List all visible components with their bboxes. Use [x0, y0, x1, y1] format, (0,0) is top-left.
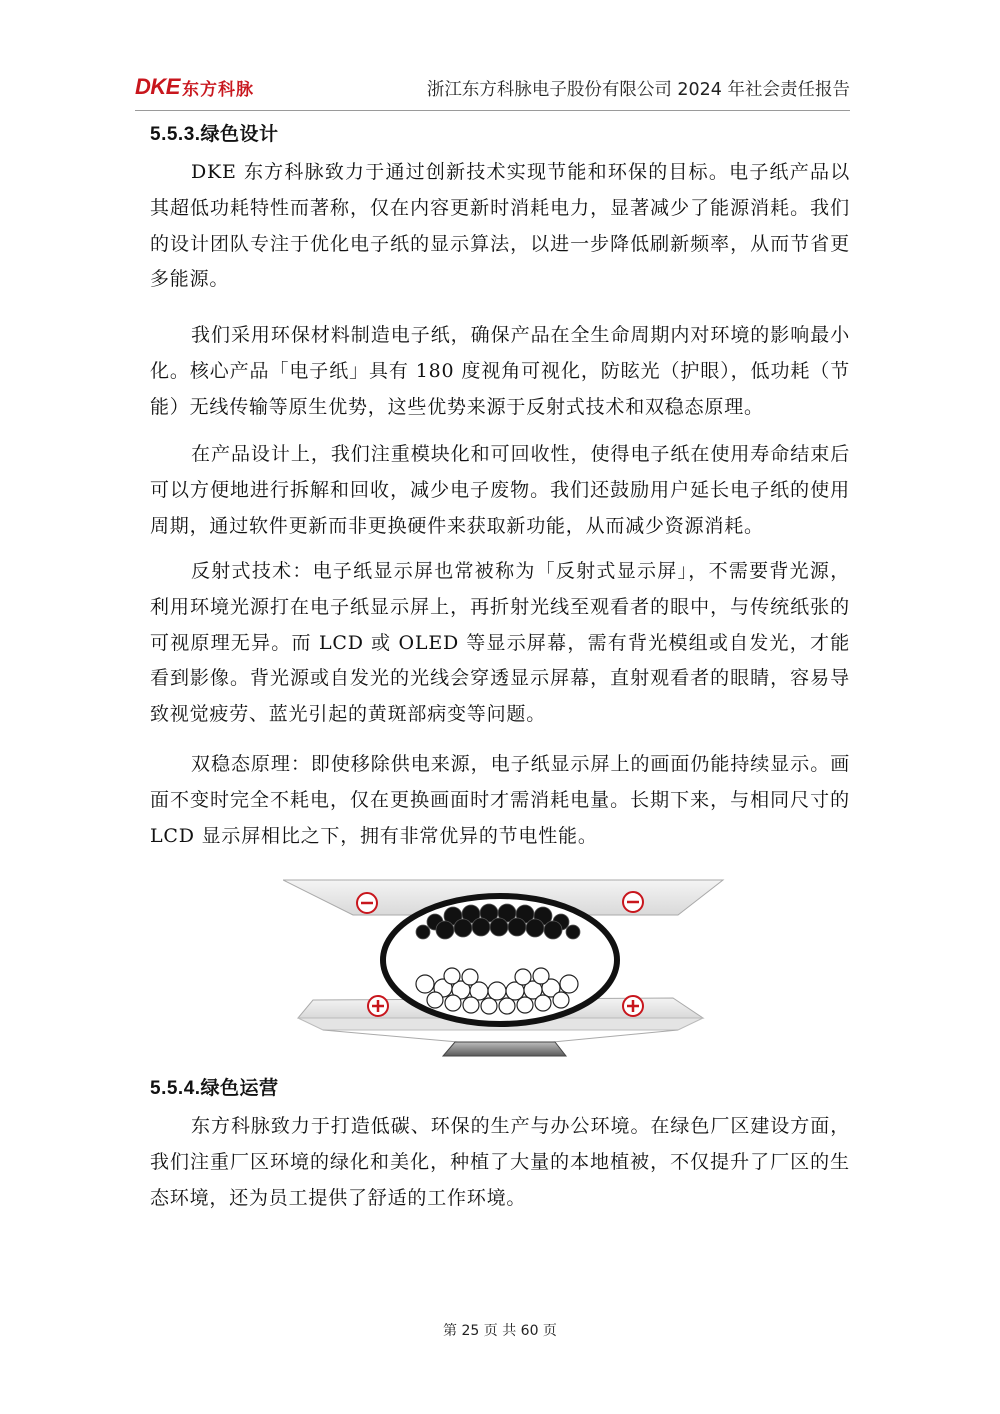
section-heading: 5.5.3.绿色设计	[150, 124, 279, 145]
paragraph: DKE 东方科脉致力于通过创新技术实现节能和环保的目标。电子纸产品以其超低功耗特性而著称，仅在内容更新时消耗电力，显著减少了能源消耗。我们的设计团队专注于优化电子纸的显示算法，以进一步降低刷新频率，从而节省更多能源。	[150, 161, 850, 291]
section-heading: 5.5.4.绿色运营	[150, 1078, 279, 1099]
page-header	[135, 68, 850, 108]
paragraph: 反射式技术：电子纸显示屏也常被称为「反射式显示屏」，不需要背光源，利用环境光源打在电子纸显示屏上，再折射光线至观看者的眼中，与传统纸张的可视原理无异。而 LCD 或 OLED 等显示屏幕，需有背光模组或自发光，才能看到影像。背光源或自发光的光线会穿透显示屏幕，直射观看者的眼睛，容易导致视觉疲劳、蓝光引起的黄斑部病变等问题。	[150, 560, 850, 726]
paragraph: 我们采用环保材料制造电子纸，确保产品在全生命周期内对环境的影响最小化。核心产品「电子纸」具有 180 度视角可视化，防眩光（护眼），低功耗（节能）无线传输等原生优势，这些优势来源于反射式技术和双稳态原理。	[150, 324, 850, 418]
paragraph: 东方科脉致力于打造低碳、环保的生产与办公环境。在绿色厂区建设方面，我们注重厂区环境的绿化和美化，种植了大量的本地植被，不仅提升了厂区的生态环境，还为员工提供了舒适的工作环境。	[150, 1115, 850, 1209]
page-number: 第 25 页 共 60 页	[443, 1323, 557, 1339]
report-title: 浙江东方科脉电子股份有限公司 2024 年社会责任报告	[426, 80, 850, 100]
paragraph: 双稳态原理：即使移除供电来源，电子纸显示屏上的画面仍能持续显示。画面不变时完全不耗电，仅在更换画面时才需消耗电量。长期下来，与相同尺寸的 LCD 显示屏相比之下，拥有非常优异的节电性能。	[150, 753, 850, 847]
section-green-operations	[150, 1073, 850, 1209]
electrophoretic-display-diagram	[283, 870, 753, 1062]
paragraph: 在产品设计上，我们注重模块化和可回收性，使得电子纸在使用寿命结束后可以方便地进行拆解和回收，减少电子废物。我们还鼓励用户延长电子纸的使用周期，通过软件更新而非更换硬件来获取新功能，从而减少资源消耗。	[150, 443, 850, 537]
negative-electrode-icon-left	[357, 893, 377, 913]
section-green-design	[150, 119, 850, 847]
microcapsule-illustration	[283, 870, 753, 1062]
logo-chinese: 东方科脉	[181, 79, 254, 99]
header-divider	[135, 110, 850, 111]
positive-electrode-icon-right	[623, 996, 643, 1016]
company-logo	[135, 72, 254, 102]
positive-electrode-icon-left	[368, 996, 388, 1016]
logo-latin: DKE	[135, 74, 180, 99]
display-base	[443, 1042, 566, 1056]
negative-electrode-icon-right	[623, 892, 643, 912]
